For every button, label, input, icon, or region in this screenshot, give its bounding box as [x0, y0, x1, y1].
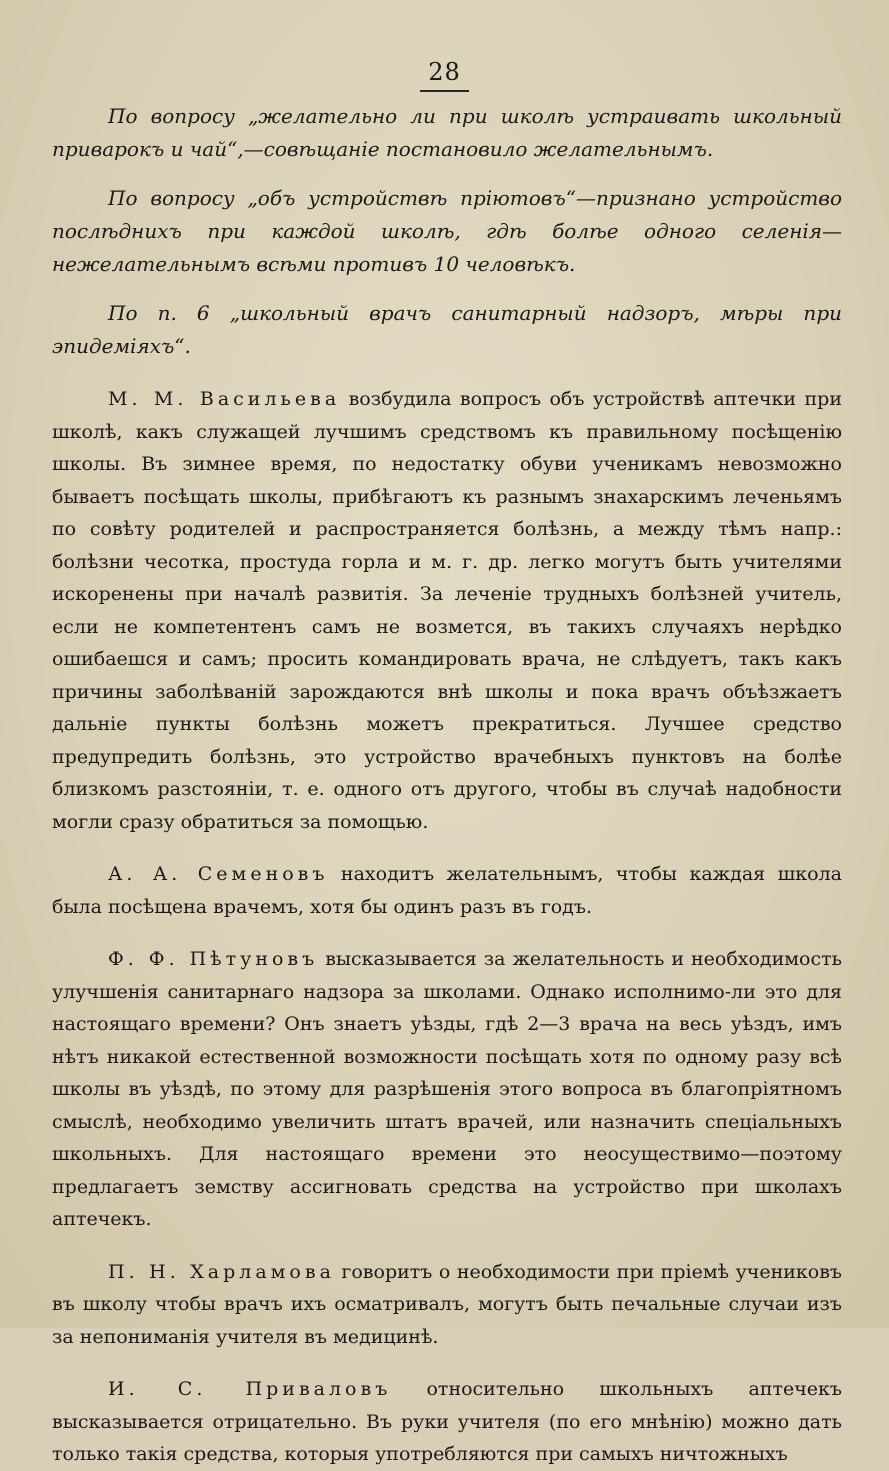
paragraph-semenov — [52, 858, 842, 923]
speaker-name: П. Н. Харламова — [108, 1260, 335, 1283]
paragraph-text: относительно школьныхъ аптечекъ высказывается отрицательно. Въ руки учителя (по его мнѣнію) можно дать только такія средства, которыя употребляются при самыхъ ничтожныхъ — [52, 1378, 843, 1465]
speaker-name: А. А. Семеновъ — [108, 863, 329, 885]
paragraph-text: высказывается за желательность и необходимость улучшенія санитарнаго надзора за школами. Однако исполнимо-ли это для настоящаго времени? Онъ знаетъ уѣзды, гдѣ 2—3 врача на весь уѣздъ, имъ нѣтъ никакой естественной возможности посѣщать хотя по одному разу всѣ школы въ уѣздѣ, по этому для разрѣшенія этого вопроса въ благопріятномъ смыслѣ, необходимо увеличить штатъ врачей, или назначить спеціальныхъ школьныхъ. Для настоящаго времени это неосуществимо—поэтому предлагаетъ земству ассигновать средства на устройство при школахъ аптечекъ. — [52, 948, 842, 1230]
paragraph-lunch-and-tea: По вопросу „желательно ли при школѣ устраивать школьный приварокъ и чай“,—совѣщаніе постановило желательнымъ. — [52, 104, 842, 161]
speaker-name: Ф. Ф. Пѣтуновъ — [108, 948, 319, 970]
paragraph-kharlamova — [52, 1256, 842, 1354]
paragraph-school-doctor-heading: По п. 6 „школьный врачъ санитарный надзоръ, мѣры при эпидеміяхъ“. — [52, 301, 842, 358]
speaker-name: И. С. Приваловъ — [108, 1378, 392, 1400]
paragraph-vasilyeva — [52, 383, 842, 838]
paragraph-text: находитъ желательнымъ, чтобы каждая школа была посѣщена врачемъ, хотя бы одинъ разъ въ годъ. — [52, 863, 842, 918]
speaker-name: М. М. Васильева — [108, 388, 341, 410]
page-body — [52, 100, 842, 1471]
paragraph-text: возбудила вопросъ объ устройствѣ аптечки при школѣ, какъ служащей лучшимъ средствомъ къ правильному посѣщенію школы. Въ зимнее время, по недостатку обуви ученикамъ невозможно бываетъ посѣщать школы, прибѣгаютъ къ разнымъ знахарскимъ леченьямъ по совѣту родителей и распространяется болѣзнь, а между тѣмъ напр.: болѣзни чесотка, простуда горла и м. г. др. легко могутъ быть учителями искоренены при началѣ развитія. За леченіе трудныхъ болѣзней учитель, если не компетентенъ самъ не возмется, въ такихъ случаяхъ нерѣдко ошибаешся и самъ; просить командировать врача, не слѣдуетъ, такъ какъ причины заболѣваній зарождаются внѣ школы и пока врачъ объѣзжаетъ дальніе пункты болѣзнь можетъ прекратиться. Лучшее средство предупредить болѣзнь, это устройство врачебныхъ пунктовъ на болѣе близкомъ разстояніи, т. е. одного отъ другого, чтобы въ случаѣ надобности могли сразу обратиться за помощью. — [52, 388, 842, 833]
page-number: 28 — [0, 58, 889, 92]
paragraph-shelters: По вопросу „объ устройствѣ пріютовъ“—признано устройство послѣднихъ при каждой школѣ, гдѣ болѣе одного селенія—нежелательнымъ всѣми противъ 10 человѣкъ. — [52, 186, 842, 276]
paragraph-petunov — [52, 943, 842, 1236]
paragraph-text: говоритъ о необходимости при пріемѣ учениковъ въ школу чтобы врачъ ихъ осматривалъ, могутъ быть печальные случаи изъ за непониманія учителя въ медицинѣ. — [52, 1260, 842, 1348]
paragraph-privalov — [52, 1373, 842, 1471]
